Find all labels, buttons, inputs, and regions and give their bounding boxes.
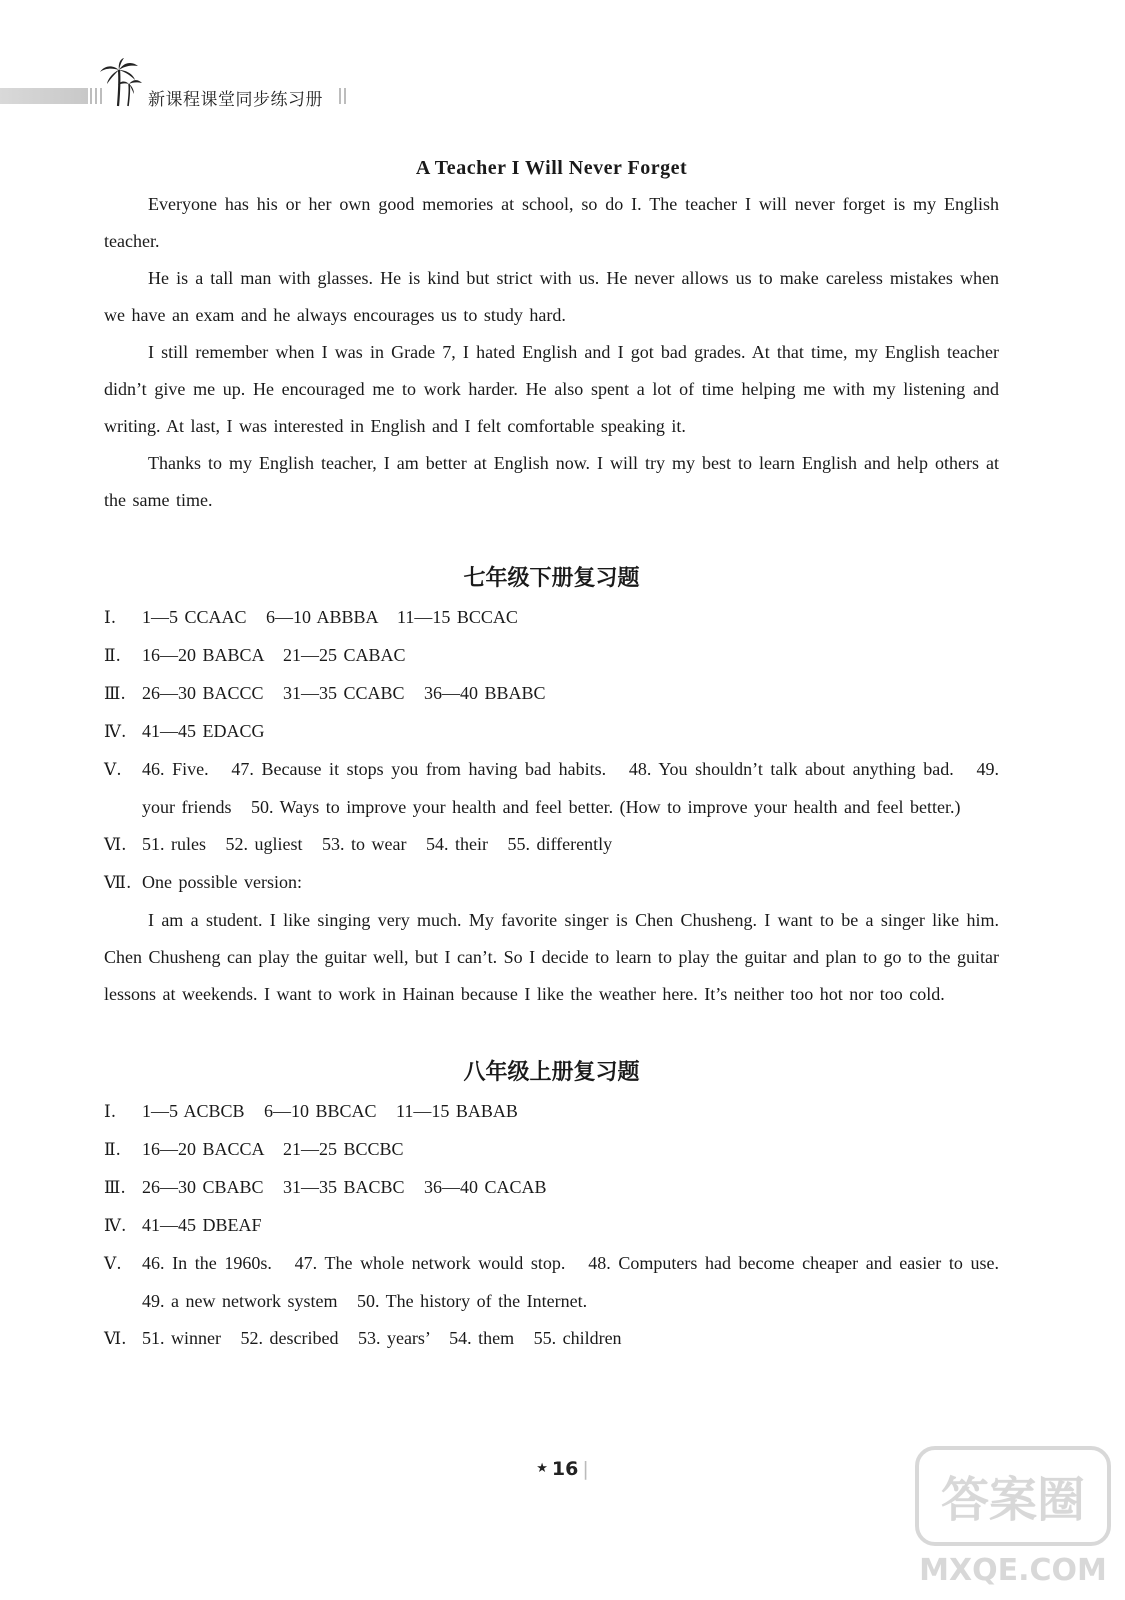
page-number-text: 16 (551, 1458, 579, 1480)
answer-text: 16—20 BACCA 21—25 BCCBC (142, 1139, 404, 1159)
answer-line (104, 675, 999, 713)
answer-line (104, 1245, 1019, 1320)
answer-number: Ⅶ. (104, 873, 132, 893)
answer-number: Ⅲ. (104, 684, 126, 704)
answer-text: 46. In the 1960s. 47. The whole network would stop. 48. Computers had become cheaper and easier to use. 49. a new network system 50. The history of the Internet. (142, 1253, 1019, 1311)
answer-line (104, 1207, 999, 1245)
header-gray-bar (0, 88, 88, 104)
watermark-logo (913, 1442, 1113, 1592)
answer-line (104, 713, 999, 751)
answer-text: 46. Five. 47. Because it stops you from having bad habits. 48. You shouldn’t talk about anything bad. 49. your friends 50. Ways to improve your health and feel better. (How to improve your health and feel better.) (142, 759, 1006, 817)
essay-paragraph-1: Everyone has his or her own good memories at school, so do I. The teacher I will never forget is my English teacher. (104, 194, 999, 251)
answer-text: 16—20 BABCA 21—25 CABAC (142, 645, 406, 665)
book-title: 新课程课堂同步练习册 (148, 90, 323, 110)
answer-line (104, 1169, 999, 1207)
answer-line (104, 864, 999, 902)
answer-line (104, 1093, 999, 1131)
watermark-logo-text: 答案圈 (940, 1472, 1086, 1528)
answer-text: 51. rules 52. ugliest 53. to wear 54. their 55. differently (142, 834, 613, 854)
sample-essay: I am a student. I like singing very much. My favorite singer is Chen Chusheng. I want to be a singer like him. Chen Chusheng can play the guitar well, but I can’t. So I decide to learn to play the guitar and plan to go to the guitar lessons at weekends. I want to work in Hainan because I like the weather here. It’s neither too hot nor too cold. (104, 910, 999, 1004)
answer-number: Ⅱ. (104, 646, 121, 666)
answer-number: Ⅵ. (104, 1329, 127, 1349)
section-title-grade7: 七年级下册复习题 (463, 566, 640, 591)
answer-text: 41—45 DBEAF (142, 1215, 262, 1235)
answer-line (104, 751, 1006, 826)
answer-line (104, 599, 999, 637)
answer-text: 51. winner 52. described 53. years’ 54. them 55. children (142, 1328, 622, 1348)
answer-number: Ⅴ. (104, 760, 122, 780)
page-content (104, 150, 1019, 1358)
answer-text: 41—45 EDACG (142, 721, 265, 741)
answer-line (104, 1320, 999, 1358)
essay-title: A Teacher I Will Never Forget (415, 157, 688, 179)
answer-line (104, 826, 999, 864)
answer-number: Ⅲ. (104, 1178, 126, 1198)
page-number: ★ 16 | (536, 1458, 589, 1480)
answer-number: Ⅴ. (104, 1254, 122, 1274)
palm-tree-icon (98, 58, 144, 108)
answer-number: Ⅳ. (104, 722, 127, 742)
answer-number: Ⅰ. (104, 1102, 117, 1122)
answer-text: 1—5 ACBCB 6—10 BBCAC 11—15 BABAB (142, 1101, 518, 1121)
answer-number: Ⅰ. (104, 608, 117, 628)
answer-number: Ⅵ. (104, 835, 127, 855)
answer-line (104, 637, 999, 675)
answer-text: 26—30 CBABC 31—35 BACBC 36—40 CACAB (142, 1177, 547, 1197)
answer-text: 26—30 BACCC 31—35 CCABC 36—40 BBABC (142, 683, 546, 703)
page-header (0, 58, 1125, 110)
essay-paragraph-2: He is a tall man with glasses. He is kind but strict with us. He never allows us to make careless mistakes when we have an exam and he always encourages us to study hard. (104, 268, 999, 325)
answer-text: 1—5 CCAAC 6—10 ABBBA 11—15 BCCAC (142, 607, 518, 627)
answer-number: Ⅱ. (104, 1140, 121, 1160)
section-title-grade8: 八年级上册复习题 (463, 1060, 640, 1085)
answer-line (104, 1131, 999, 1169)
title-stripes (339, 88, 346, 104)
essay-paragraph-4: Thanks to my English teacher, I am better at English now. I will try my best to learn English and help others at the same time. (104, 453, 999, 510)
watermark-site-text: MXQE.COM (919, 1553, 1107, 1588)
essay-paragraph-3: I still remember when I was in Grade 7, I hated English and I got bad grades. At that time, my English teacher didn’t give me up. He encouraged me to work harder. He also spent a lot of time helping me with my listening and writing. At last, I was interested in English and I felt comfortable speaking it. (104, 342, 999, 436)
answer-number: Ⅳ. (104, 1216, 127, 1236)
answer-text: One possible version: (142, 872, 302, 892)
star-icon: ★ (536, 1461, 548, 1476)
